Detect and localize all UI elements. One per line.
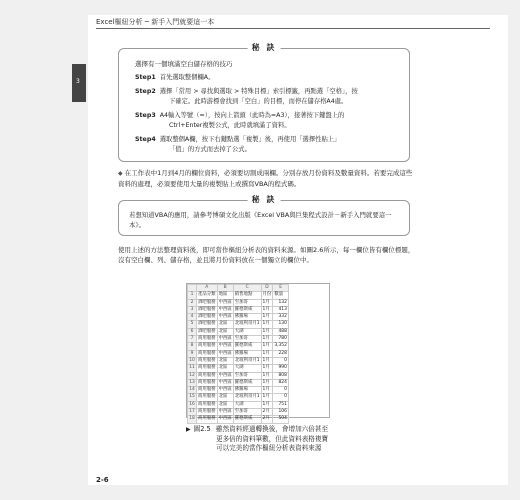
data-cell: 商用服務 bbox=[198, 365, 216, 371]
data-cell: 酒吧服務 bbox=[198, 306, 216, 312]
table-row bbox=[188, 401, 289, 408]
step-2 bbox=[135, 87, 405, 107]
tip-intro: 選擇有一個填滿空白儲存格的技巧 bbox=[135, 60, 233, 68]
diamond-bullet-icon: ◆ bbox=[118, 170, 123, 177]
header-cell: 銷售地點 bbox=[233, 292, 261, 299]
tip-box-2-title: 秘 訣 bbox=[248, 194, 281, 205]
page-number: 2-6 bbox=[96, 476, 109, 484]
data-cell: 酒吧服務 bbox=[198, 321, 216, 327]
row-number: 1 bbox=[188, 292, 197, 299]
row-number: 2 bbox=[188, 299, 197, 306]
table-row bbox=[188, 328, 289, 335]
data-cell: 990 bbox=[273, 365, 289, 372]
table-row bbox=[188, 321, 289, 328]
data-cell: 1月 bbox=[261, 321, 273, 328]
data-cell: 332 bbox=[273, 314, 289, 321]
data-cell: 至加哥 bbox=[233, 299, 261, 306]
row-number: 4 bbox=[188, 314, 197, 321]
data-cell: 1月 bbox=[261, 343, 273, 350]
data-cell: 商用服務 bbox=[198, 379, 216, 385]
data-cell: 酒吧服務 bbox=[198, 314, 216, 320]
data-cell: 商用服務 bbox=[198, 401, 216, 407]
step-label: Step3 bbox=[135, 112, 156, 119]
data-cell: 酒吧服務 bbox=[198, 328, 216, 334]
caption-line: 雖然資料經過轉換後，會增加六倍甚至 bbox=[216, 425, 329, 433]
table-row bbox=[188, 416, 289, 423]
header-cell: 地區 bbox=[217, 292, 233, 299]
data-cell: 1月 bbox=[261, 306, 273, 313]
data-cell: 1月 bbox=[261, 372, 273, 379]
data-cell: 中西區 bbox=[218, 306, 232, 312]
row-number: 8 bbox=[188, 343, 197, 350]
triangle-pointer-icon: ▶ bbox=[186, 426, 191, 433]
running-header: Excel樞紐分析 ─ 新手入門就要這一本 bbox=[96, 18, 215, 26]
table-row bbox=[188, 387, 289, 394]
data-cell: 1月 bbox=[261, 350, 273, 357]
chapter-tab bbox=[72, 64, 86, 102]
data-cell: 1月 bbox=[261, 336, 273, 343]
data-cell: 商用服務 bbox=[198, 357, 216, 363]
data-cell: 中西區 bbox=[218, 299, 232, 305]
data-cell: 商用服務 bbox=[198, 336, 216, 342]
data-cell: 中西區 bbox=[218, 343, 232, 349]
data-cell: 北區 bbox=[217, 321, 233, 328]
data-cell: 中西區 bbox=[218, 387, 232, 393]
table-row bbox=[188, 314, 289, 321]
table-row bbox=[188, 365, 289, 372]
data-cell: 至加哥 bbox=[233, 409, 261, 416]
data-cell: 488 bbox=[273, 328, 289, 335]
data-cell: 中西區 bbox=[218, 314, 232, 320]
data-cell: 中西區 bbox=[218, 336, 232, 342]
caption-line: 可以完美的當作樞紐分析表資料來源 bbox=[216, 444, 322, 452]
data-cell: 824 bbox=[273, 379, 289, 386]
data-cell: 羅德斯威 bbox=[233, 379, 261, 386]
data-cell: 羅德斯威 bbox=[233, 416, 261, 423]
row-number: 3 bbox=[188, 306, 197, 313]
step-text-cont: 「值」的方式而去掉了公式。 bbox=[169, 146, 251, 153]
data-cell: 羅德斯威 bbox=[233, 343, 261, 350]
table-row bbox=[188, 357, 289, 364]
caption-line: 更多倍的資料筆數，但此資料表格複寶 bbox=[216, 434, 329, 443]
row-number: 14 bbox=[189, 387, 195, 393]
data-cell: 商用服務 bbox=[198, 387, 216, 393]
caption-label: 圖2.5 bbox=[193, 425, 211, 433]
header-cell: 月份 bbox=[262, 292, 272, 298]
data-cell: 1月 bbox=[261, 379, 273, 386]
data-cell: 佛羅場 bbox=[233, 350, 261, 357]
row-number: 11 bbox=[189, 365, 195, 371]
data-cell: 至加哥 bbox=[233, 336, 261, 343]
data-cell: 1月 bbox=[261, 314, 273, 321]
data-cell: 羅德斯威 bbox=[233, 306, 261, 313]
row-number: 7 bbox=[188, 336, 197, 343]
chapter-tab-label: 3 bbox=[76, 78, 80, 85]
table-row bbox=[188, 350, 289, 357]
data-cell: 商用服務 bbox=[198, 343, 216, 349]
step-text-cont: Ctrl+Enter複製公式，此時就填滿了資料。 bbox=[169, 122, 291, 129]
row-number: 6 bbox=[188, 328, 197, 335]
table-row bbox=[188, 409, 289, 416]
step-text-cont: 下確定。此時游標會找到「空白」的目標，而停在儲存格A4處。 bbox=[169, 98, 348, 105]
step-1 bbox=[135, 73, 405, 83]
data-cell: 北區 bbox=[217, 328, 233, 335]
column-letter: C bbox=[233, 285, 261, 292]
data-cell: 1月 bbox=[261, 387, 273, 394]
data-cell: 1月 bbox=[261, 299, 273, 306]
data-cell: 504 bbox=[273, 416, 289, 423]
table-row bbox=[188, 336, 289, 343]
column-letter: E bbox=[273, 285, 289, 292]
data-cell: 780 bbox=[273, 336, 289, 343]
step-text: 首先選取整個欄A。 bbox=[159, 74, 215, 81]
data-cell: 751 bbox=[273, 401, 289, 408]
paragraph-text: 在工作表中1月到4月的欄位資料，必須要切割成兩欄。分別存放月份資料及數量資料。若要完成這些資料的處理，必須要使用大量的複製貼上或撰寫VBA的程式碼。 bbox=[118, 169, 413, 188]
data-cell: 北坡利哥月1 bbox=[234, 357, 260, 363]
data-cell: 413 bbox=[273, 306, 289, 313]
step-label: Step2 bbox=[135, 88, 156, 95]
row-number: 13 bbox=[189, 379, 195, 385]
data-cell: 商用服務 bbox=[198, 350, 216, 356]
data-cell: 中西區 bbox=[218, 409, 232, 415]
data-cell: 2月 bbox=[261, 416, 273, 423]
data-cell: 中西區 bbox=[218, 416, 232, 422]
data-cell: 佛羅場 bbox=[233, 314, 261, 321]
table-row bbox=[188, 379, 289, 386]
column-letter: B bbox=[217, 285, 233, 292]
body-paragraph-2: 使用上述的方法整理資料後，即可當作樞紐分析表的資料來源。如圖2.6所示，每一欄位皆有欄位標題，沒有空白欄、列、儲存格，並且將月份資料放在一個獨立的欄位中。 bbox=[118, 246, 415, 264]
data-cell: 1月 bbox=[261, 357, 273, 364]
data-cell: 0 bbox=[273, 394, 289, 401]
table-row bbox=[188, 372, 289, 379]
row-number: 17 bbox=[189, 409, 195, 415]
tip-box bbox=[118, 43, 410, 162]
data-cell: 北坡利哥月1 bbox=[234, 394, 260, 400]
column-letter bbox=[188, 285, 197, 292]
data-cell: 130 bbox=[273, 321, 289, 328]
data-cell: 佛羅場 bbox=[233, 387, 261, 394]
data-cell: 大湖 bbox=[233, 328, 261, 335]
data-cell: 大湖 bbox=[233, 401, 261, 408]
table-row bbox=[188, 394, 289, 401]
data-cell: 2月 bbox=[261, 409, 273, 416]
data-cell: 北區 bbox=[217, 394, 233, 401]
column-letter: A bbox=[197, 285, 218, 292]
header-cell: 數量 bbox=[273, 292, 289, 299]
data-cell: 中西區 bbox=[218, 379, 232, 385]
data-cell: 北區 bbox=[217, 401, 233, 408]
figure-caption bbox=[186, 425, 366, 452]
step-3 bbox=[135, 111, 405, 131]
data-cell: 1月 bbox=[261, 394, 273, 401]
spreadsheet-figure bbox=[186, 283, 330, 422]
data-cell: 0 bbox=[273, 357, 289, 364]
row-number: 18 bbox=[189, 416, 195, 422]
data-cell: 3,352 bbox=[274, 343, 287, 349]
column-letter: D bbox=[261, 285, 273, 292]
table-row bbox=[188, 306, 289, 313]
row-number: 15 bbox=[189, 394, 195, 400]
table-row bbox=[188, 343, 289, 350]
header-cell: 產品分類 bbox=[198, 292, 216, 298]
step-text: A4輸入等號（=），按向上箭頭（此時為=A3），接著按下鍵盤上的 bbox=[159, 112, 345, 119]
table-row bbox=[188, 299, 289, 306]
data-cell: 0 bbox=[273, 387, 289, 394]
step-text: 選取整個A欄，按下右鍵點選「複製」後，再使用「選擇性貼上」 bbox=[159, 136, 341, 143]
data-cell: 北區 bbox=[217, 365, 233, 372]
data-cell: 808 bbox=[273, 372, 289, 379]
data-cell: 1月 bbox=[261, 328, 273, 335]
row-number: 10 bbox=[189, 357, 195, 363]
data-cell: 1月 bbox=[261, 401, 273, 408]
data-cell: 酒吧服務 bbox=[198, 299, 216, 305]
tip-box-2 bbox=[118, 195, 410, 236]
data-cell: 商用服務 bbox=[198, 409, 216, 415]
row-number: 16 bbox=[189, 401, 195, 407]
row-number: 9 bbox=[188, 350, 197, 357]
tip-box-title: 秘 訣 bbox=[248, 42, 281, 53]
data-cell: 228 bbox=[273, 350, 289, 357]
data-cell: 商用服務 bbox=[198, 416, 216, 422]
caption-lines bbox=[216, 425, 366, 454]
step-label: Step4 bbox=[135, 136, 156, 143]
data-cell: 大湖 bbox=[233, 365, 261, 372]
data-cell: 至加哥 bbox=[233, 372, 261, 379]
data-cell: 商用服務 bbox=[198, 394, 216, 400]
data-cell: 106 bbox=[273, 409, 289, 416]
data-cell: 1月 bbox=[261, 365, 273, 372]
header-rule bbox=[96, 28, 490, 29]
step-4 bbox=[135, 135, 405, 155]
row-number: 5 bbox=[188, 321, 197, 328]
data-cell: 中西區 bbox=[218, 372, 232, 378]
data-cell: 132 bbox=[273, 299, 289, 306]
data-cell: 北區 bbox=[217, 357, 233, 364]
row-number: 12 bbox=[189, 372, 195, 378]
step-label: Step1 bbox=[135, 74, 156, 81]
data-cell: 北坡利哥月1 bbox=[234, 321, 260, 327]
data-cell: 商用服務 bbox=[198, 372, 216, 378]
header-row bbox=[188, 292, 289, 299]
step-text: 選擇「常用 > 尋找與選取 > 特殊目標」索引標籤，再點選「空格」，按 bbox=[159, 88, 358, 95]
tip-box-2-text: 若想知道VBA的應用，請參考博碩文化出版《Excel VBA與巨集程式設計－新手入門就要這一本》。 bbox=[129, 211, 392, 229]
data-cell: 中西區 bbox=[218, 350, 232, 356]
body-paragraph-1 bbox=[118, 168, 418, 189]
spreadsheet-table bbox=[187, 284, 289, 424]
column-letter-row bbox=[188, 285, 289, 292]
